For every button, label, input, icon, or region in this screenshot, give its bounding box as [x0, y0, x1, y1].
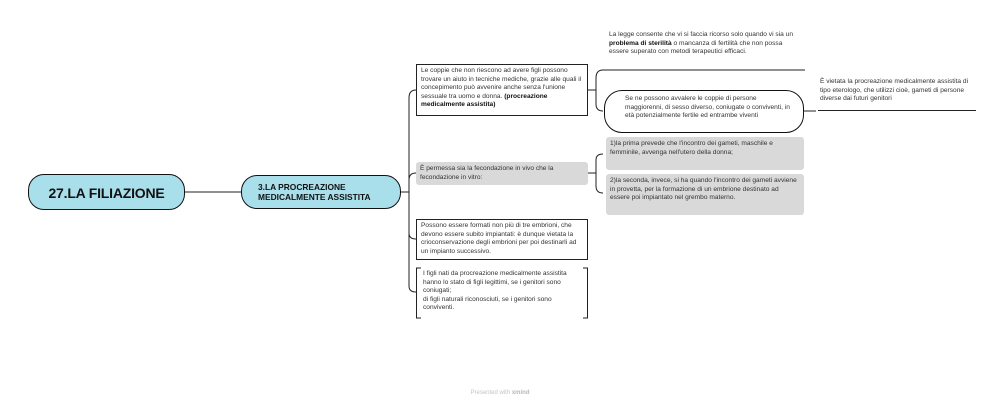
main-topic-label: 3.LA PROCREAZIONE MEDICALMENTE ASSISTITA: [258, 182, 371, 202]
footer-prefix: Presented with: [470, 390, 512, 396]
footer-credit: [0, 390, 1000, 396]
footer-brand: xmind: [511, 390, 530, 396]
topic-in-vitro-text: 2)la seconda, invece, si ha quando l'incontro dei gameti avviene in provetta, per la formazione di un embrione destinato ad essere poi impiantato nel grembo materno.: [610, 177, 797, 202]
topic-heterologous-ban-text: È vietata la procreazione medicalmente assistita di tipo eterologo, che utilizzi cioè, gameti di persone diverse dai futuri genitori: [820, 78, 969, 103]
branch-child-status-line1: I figli nati da procreazione medicalmente assistita hanno lo stato di figli legittimi, se i genitori sono coniugati;: [423, 270, 567, 295]
branch-embryo-limit-text: Possono essere formati non più di tre embrioni, che devono essere subito impiantati: è dunque vietata la crioconservazione degli embrioni per poi destinarli ad un impianto successivo.: [421, 222, 577, 255]
branch-assisted-procreation-text: Le coppie che non riescono ad avere figli possono trovare un aiuto in tecniche mediche, grazie alle quali il concepimento può avvenire anche senza l'unione sessuale tra uomo e donna.: [421, 67, 582, 100]
branch-child-status-line2: di figli naturali riconosciuti, se i genitori sono conviventi.: [423, 295, 552, 312]
root-topic-label: 27.LA FILIAZIONE: [48, 185, 165, 201]
topic-law-bold: problema di sterilità: [609, 39, 672, 47]
topic-in-vivo-text: 1)la prima prevede che l'incontro dei gameti, maschile e femminile, avvenga nell'utero della donna;: [610, 140, 773, 156]
topic-law-text-a: La legge consente che vi si faccia ricorso solo quando vi sia un: [609, 31, 794, 38]
branch-fertilization-types-text: È permessa sia la fecondazione in vivo che la fecondazione in vitro:: [420, 165, 554, 181]
branch-assisted-procreation-bold: (procreazione medicalmente assistita): [421, 92, 548, 109]
topic-law-text-b: o mancanza di fertilità che non possa essere superato con metodi terapeutici efficaci.: [609, 39, 783, 56]
topic-eligible-couples-text: Se ne possono avvalere le coppie di persone maggiorenni, di sesso diverso, coniugate o conviventi, in età potenzialmente fertile ed entrambe viventi: [625, 95, 790, 120]
